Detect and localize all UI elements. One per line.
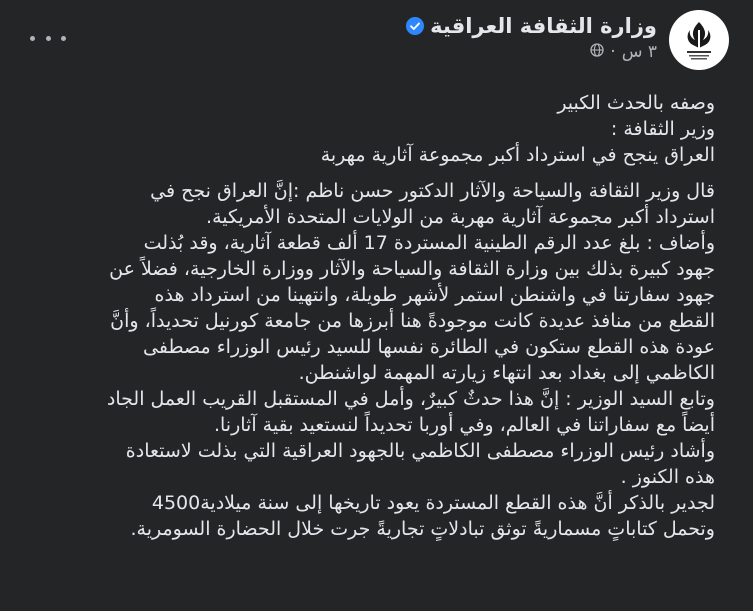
body-line: الكاظمي إلى بغداد بعد انتهاء زيارته المهمة لواشنطن. [298, 362, 715, 384]
ministry-logo-icon [669, 10, 729, 70]
body-line: أيضاً مع سفاراتنا في العالم، وفي أوربا تحديداً لنستعيد بقية آثارنا. [213, 414, 715, 436]
body-line: وأشاد رئيس الوزراء مصطفى الكاظمي بالجهود العراقية التي بذلت لاستعادة [125, 440, 715, 462]
bottom-fade [0, 603, 753, 611]
page-avatar[interactable] [669, 10, 729, 70]
body-line: وتحمل كتاباتٍ مسماريةً توثق تبادلاتٍ تجاريةً جرت خلال الحضارة السومرية. [130, 518, 715, 540]
body-line: عودة هذه القطع ستكون في الطائرة نفسها للسيد رئيس الوزراء مصطفى [143, 336, 715, 358]
intro-line: وزير الثقافة : [610, 118, 715, 140]
post-meta [406, 14, 657, 62]
post-header [24, 10, 729, 80]
page-name-row [406, 14, 657, 38]
post-intro [20, 90, 715, 168]
post-body [20, 90, 715, 552]
body-line: جهود كبيرة بذلك بين وزارة الثقافة والسياحة والآثار ووزارة الخارجية، فضلاً عن [109, 258, 715, 280]
post-timestamp[interactable]: ٣ س [621, 42, 657, 62]
body-line: جهود سفارتنا في واشنطن استمر لأشهر طويلة، وانتهينا من استرداد هذه [154, 284, 715, 306]
post-time-row [406, 42, 657, 62]
verified-badge-icon [406, 17, 424, 35]
body-line: لجدير بالذكر أنَّ هذه القطع المستردة يعود تاريخها إلى سنة ميلادية4500 [151, 492, 715, 514]
body-line: استرداد أكبر مجموعة آثارية مهربة من الولايات المتحدة الأمريكية. [206, 206, 715, 228]
body-line: هذه الكنوز . [620, 466, 715, 488]
post-main-text [20, 178, 715, 542]
body-line: قال وزير الثقافة والسياحة والآثار الدكتور حسن ناظم :إنَّ العراق نجح في [150, 180, 715, 202]
body-line: وأضاف : بلغ عدد الرقم الطينية المستردة 17 ألف قطعة آثارية، وقد بُذلت [143, 232, 715, 254]
body-line: القطع من منافذ عديدة كانت موجودةً هنا أبرزها من جامعة كورنيل تحديداً، وأنَّ [110, 310, 715, 332]
intro-line: وصفه بالحدث الكبير [557, 92, 715, 114]
intro-line: العراق ينجح في استرداد أكبر مجموعة آثارية مهربة [320, 144, 715, 166]
body-line: وتابع السيد الوزير : إنَّ هذا حدثٌ كبيرٌ، وأمل في المستقبل القريب العمل الجاد [106, 388, 715, 410]
time-separator: · [610, 42, 616, 62]
page-name-link[interactable]: وزارة الثقافة العراقية [430, 14, 657, 38]
globe-icon[interactable] [590, 42, 604, 62]
more-options-icon[interactable] [30, 28, 66, 48]
